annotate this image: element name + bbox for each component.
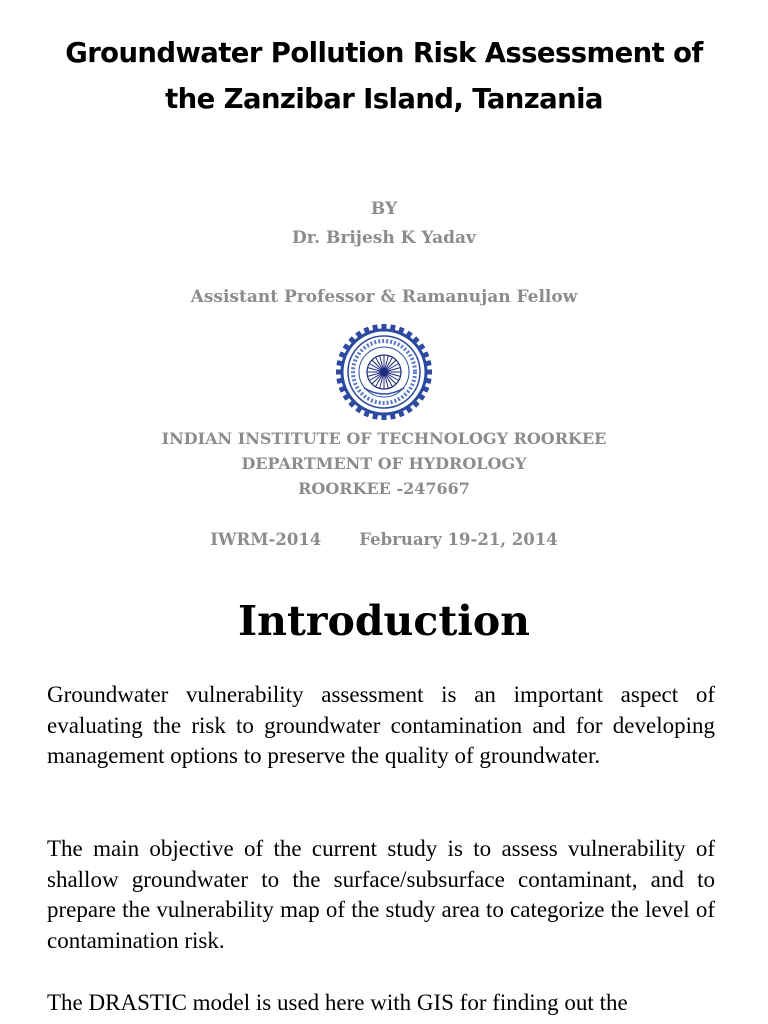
iit-roorkee-emblem-icon [334,322,434,422]
author-name: Dr. Brijesh K Yadav [292,228,476,248]
title-line-1: Groundwater Pollution Risk Assessment of [65,37,703,69]
institution-name: INDIAN INSTITUTE OF TECHNOLOGY ROORKEE [161,429,607,448]
author-position: Assistant Professor & Ramanujan Fellow [190,287,578,307]
paragraph-3: The DRASTIC model is used here with GIS for finding out the [47,990,628,1015]
institution-address: ROORKEE -247667 [298,479,470,498]
conference-dates: February 19-21, 2014 [359,530,558,549]
document-title [20,30,748,122]
conference-name: IWRM-2014 [210,530,322,549]
department-name: DEPARTMENT OF HYDROLOGY [241,454,527,473]
section-heading: Introduction [238,597,530,645]
institution-block [0,426,768,501]
by-label: BY [370,199,398,219]
title-line-2: the Zanzibar Island, Tanzania [165,83,603,115]
paragraph-2: The main objective of the current study is to assess vulnerability of shallow groundwater to the surface/subsurface contaminant, and to prepare the vulnerability map of the study area to categorize the level of contamination risk. [47,836,715,954]
conference-line [0,529,768,551]
paragraph-1: Groundwater vulnerability assessment is an important aspect of evaluating the risk to groundwater contamination and for developing management options to preserve the quality of groundwater. [47,682,715,769]
